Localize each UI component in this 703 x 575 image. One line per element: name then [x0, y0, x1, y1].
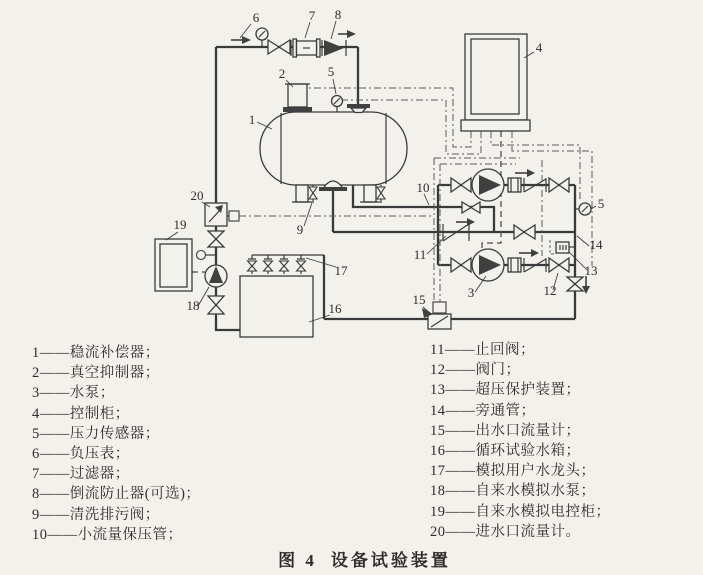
legend-item-10: 10——小流量保压管； — [32, 526, 183, 543]
legend-item-13: 13——超压保护装置； — [430, 382, 581, 399]
legend-item-19: 19——自来水模拟电控柜； — [430, 503, 611, 520]
valve-top-line — [268, 40, 290, 54]
legend-item-2: 2——真空抑制器； — [32, 365, 160, 382]
diagram-label-5: 5 — [327, 64, 335, 79]
diagram-label-9: 9 — [296, 222, 304, 237]
legend-item-15: 15——出水口流量计； — [430, 422, 581, 439]
diagram-label-11: 11 — [413, 247, 427, 262]
faucet-manifold-17 — [248, 255, 325, 274]
faucet — [248, 255, 257, 274]
legend-item-6: 6——负压表； — [32, 446, 130, 463]
legend-item-18: 18——自来水模拟水泵； — [430, 483, 596, 500]
figure-caption — [0, 546, 703, 571]
faucet — [264, 255, 273, 274]
legend-item-8: 8——倒流防止器(可选)； — [32, 486, 201, 503]
diagram-label-18: 18 — [186, 298, 200, 313]
legend-item-11: 11——止回阀； — [430, 342, 535, 358]
legend-item-14: 14——旁通管； — [430, 402, 536, 419]
vacuum-gauge-6 — [256, 28, 268, 47]
figure-caption-title: 设备试验装置 — [330, 551, 451, 570]
diagram-label-15: 15 — [412, 292, 426, 307]
legend-item-9: 9——清洗排污阀； — [32, 506, 160, 523]
diagram-label-20: 20 — [190, 188, 204, 203]
valve-holding-pipe — [462, 202, 480, 213]
legend-item-5: 5——压力传感器； — [32, 425, 160, 442]
control-cabinet-4 — [461, 34, 530, 131]
diagram-label-19: 19 — [173, 217, 187, 232]
diagram-label-1: 1 — [248, 112, 256, 127]
legend-right-column — [430, 340, 611, 542]
diagram-label-5: 5 — [597, 196, 605, 211]
legend-item-4: 4——控制柜； — [32, 405, 130, 422]
tap-water-pump-18 — [197, 251, 228, 288]
diagram-label-14: 14 — [589, 237, 603, 252]
diagram-label-12: 12 — [543, 283, 557, 298]
faucet — [280, 255, 289, 274]
figure-caption-number: 图 4 — [278, 551, 317, 570]
inlet-flow-meter-20 — [205, 203, 239, 226]
diagram-label-3: 3 — [467, 285, 475, 300]
faucet — [297, 255, 306, 274]
filter-7 — [291, 39, 322, 57]
valve-below-pump-18 — [208, 296, 224, 314]
tap-water-cabinet-19 — [155, 239, 192, 291]
diagram-label-10: 10 — [416, 180, 430, 195]
pump-line-1 — [451, 169, 569, 201]
legend-item-3: 3——水泵； — [32, 385, 115, 402]
legend-left-column — [32, 343, 200, 545]
diagram-label-13: 13 — [584, 263, 598, 278]
discharge-valve — [567, 277, 583, 291]
test-tank-16 — [240, 276, 313, 337]
legend-item-17: 17——模拟用户水龙头； — [430, 463, 596, 480]
tank-1 — [260, 84, 407, 202]
diagram-label-2: 2 — [278, 66, 286, 81]
diagram-label-4: 4 — [535, 40, 543, 55]
diagram-label-16: 16 — [328, 301, 342, 316]
outlet-flow-meter-15 — [422, 302, 451, 329]
diagram-label-6: 6 — [252, 10, 260, 25]
valve-below-meter-20 — [208, 231, 224, 247]
diagram-label-7: 7 — [308, 8, 316, 23]
backflow-preventer-8 — [324, 40, 346, 56]
diagram-label-17: 17 — [334, 263, 348, 278]
legend-item-12: 12——阀门； — [430, 362, 521, 379]
diagram-label-8: 8 — [334, 7, 342, 22]
legend-item-20: 20——进水口流量计。 — [430, 523, 581, 540]
legend-item-7: 7——过滤器； — [32, 466, 130, 483]
overpressure-device-13 — [556, 242, 575, 253]
pressure-sensor-5-right — [575, 203, 591, 215]
legend-item-16: 16——循环试验水箱； — [430, 443, 581, 460]
legend-item-1: 1——稳流补偿器； — [32, 345, 160, 361]
